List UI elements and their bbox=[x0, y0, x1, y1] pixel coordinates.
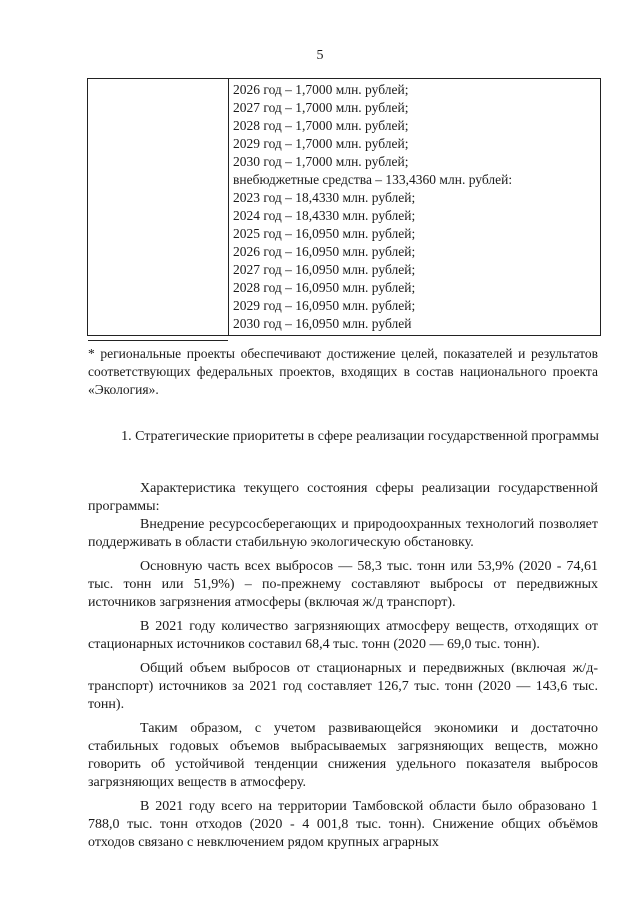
table-line: 2028 год – 1,7000 млн. рублей; bbox=[233, 118, 409, 133]
page-number: 5 bbox=[316, 48, 324, 63]
table-line: 2030 год – 1,7000 млн. рублей; bbox=[233, 154, 409, 169]
table-row bbox=[88, 79, 601, 336]
paragraph: Внедрение ресурсосберегающих и природоохранных технологий позволяет поддерживать в области стабильную экологическую обстановку. bbox=[88, 517, 598, 550]
footnote: * региональные проекты обеспечивают достижение целей, показателей и результатов соответствующих федеральных проектов, входящих в состав национального проекта «Экология». bbox=[88, 346, 598, 397]
table-line: 2025 год – 16,0950 млн. рублей; bbox=[233, 226, 416, 241]
footnote-divider bbox=[88, 340, 228, 341]
table-line: 2029 год – 1,7000 млн. рублей; bbox=[233, 136, 409, 151]
table-line: 2027 год – 1,7000 млн. рублей; bbox=[233, 100, 409, 115]
table-label-cell bbox=[88, 79, 229, 336]
table-line: 2026 год – 16,0950 млн. рублей; bbox=[233, 244, 416, 259]
section-heading: 1. Стратегические приоритеты в сфере реализации государственной программы bbox=[121, 429, 599, 444]
paragraph: В 2021 году всего на территории Тамбовской области было образовано 1 788,0 тыс. тонн отходов (2020 - 4 001,8 тыс. тонн). Снижение общих объёмов отходов связано с невключением рядом крупных аграрных bbox=[88, 799, 598, 850]
table-line: 2028 год – 16,0950 млн. рублей; bbox=[233, 280, 416, 295]
table-line: 2029 год – 16,0950 млн. рублей; bbox=[233, 298, 416, 313]
table-line: 2030 год – 16,0950 млн. рублей bbox=[233, 316, 412, 331]
paragraph: Характеристика текущего состояния сферы реализации государственной программы: bbox=[88, 481, 598, 514]
table-line: внебюджетные средства – 133,4360 млн. рублей: bbox=[233, 172, 513, 187]
paragraph: Основную часть всех выбросов — 58,3 тыс. тонн или 53,9% (2020 - 74,61 тыс. тонн или 51,9%) – по-прежнему составляют выбросы от передвижных источников загрязнения атмосферы (включая ж/д транспорт). bbox=[88, 559, 598, 610]
table-line: 2024 год – 18,4330 млн. рублей; bbox=[233, 208, 416, 223]
table-line: 2026 год – 1,7000 млн. рублей; bbox=[233, 82, 409, 97]
table-line: 2023 год – 18,4330 млн. рублей; bbox=[233, 190, 416, 205]
body-text bbox=[88, 480, 598, 852]
table-line: 2027 год – 16,0950 млн. рублей; bbox=[233, 262, 416, 277]
financing-table bbox=[87, 78, 601, 336]
paragraph: В 2021 году количество загрязняющих атмосферу веществ, отходящих от стационарных источников составил 68,4 тыс. тонн (2020 — 69,0 тыс. тонн). bbox=[88, 619, 598, 652]
paragraph: Общий объем выбросов от стационарных и передвижных (включая ж/д-транспорт) источников за 2021 год составляет 126,7 тыс. тонн (2020 — 143,6 тыс. тонн). bbox=[88, 661, 598, 712]
paragraph: Таким образом, с учетом развивающейся экономики и достаточно стабильных годовых объемов выбрасываемых загрязняющих веществ, можно говорить об устойчивой тенденции снижения удельного показателя выбросов загрязняющих веществ в атмосферу. bbox=[88, 721, 598, 790]
table-value-cell bbox=[229, 79, 601, 336]
